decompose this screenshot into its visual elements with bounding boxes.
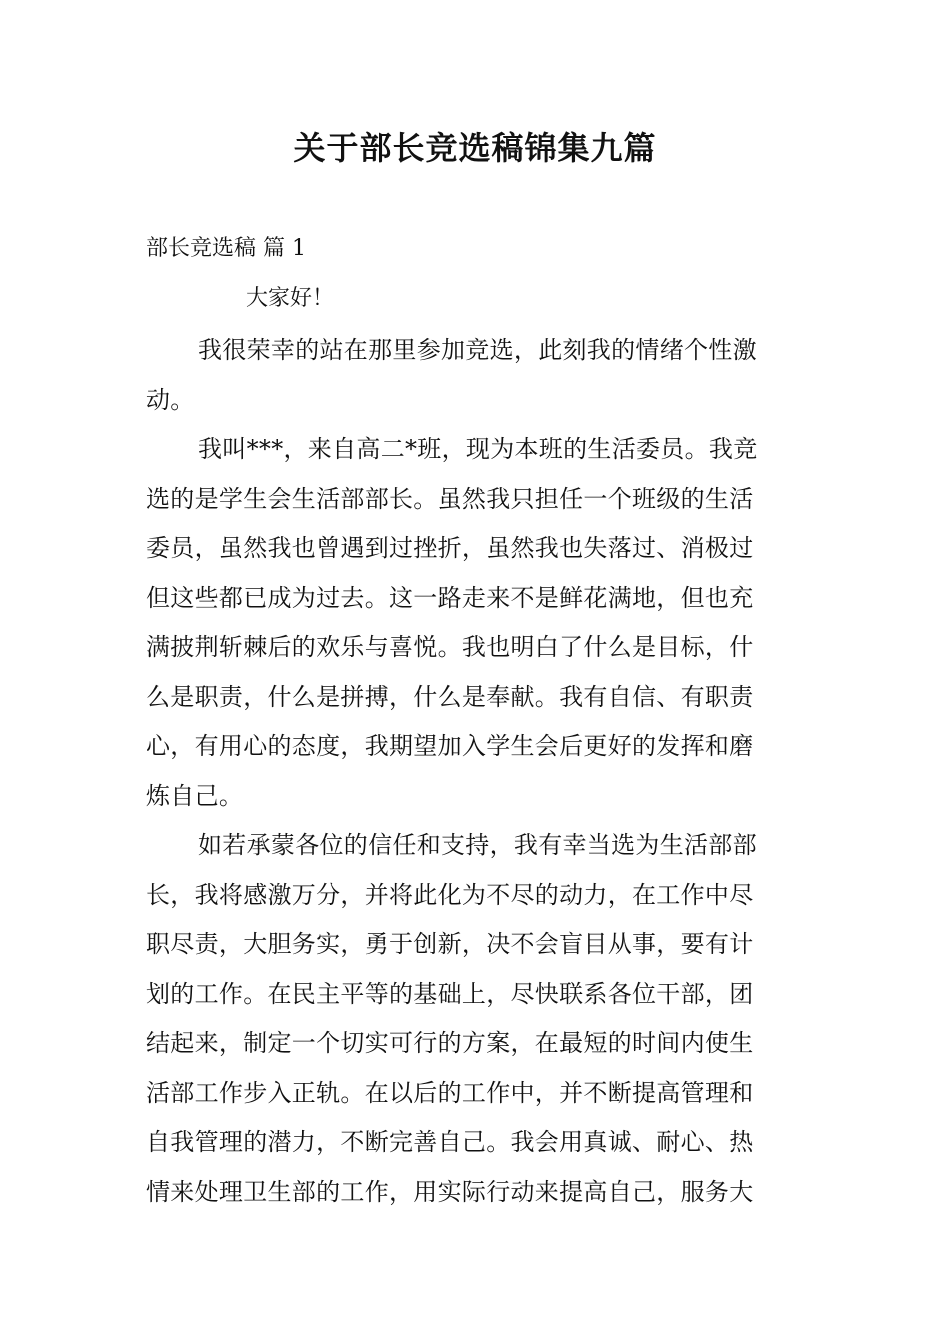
paragraph-line: 自我管理的潜力，不断完善自己。我会用真诚、耐心、热 <box>146 1128 754 1156</box>
paragraph-line: 我叫***，来自高二*班，现为本班的生活委员。我竞 <box>198 435 758 463</box>
paragraph-line: 满披荆斩棘后的欢乐与喜悦。我也明白了什么是目标，什 <box>146 633 754 661</box>
section-heading: 部长竞选稿 篇 1 <box>146 236 306 261</box>
document-title: 关于部长竞选稿锦集九篇 <box>293 129 657 167</box>
paragraph-line: 结起来，制定一个切实可行的方案，在最短的时间内使生 <box>146 1029 754 1057</box>
paragraph-3 <box>146 821 808 1217</box>
paragraph-line: 活部工作步入正轨。在以后的工作中，并不断提高管理和 <box>146 1078 754 1107</box>
paragraph-1 <box>146 326 808 425</box>
paragraph-line: 长，我将感激万分，并将此化为不尽的动力，在工作中尽 <box>146 880 754 909</box>
paragraph-line: 我很荣幸的站在那里参加竞选，此刻我的情绪个性激 <box>198 336 757 364</box>
paragraph-line: 情来处理卫生部的工作，用实际行动来提高自己，服务大 <box>146 1177 754 1206</box>
paragraph-line: 炼自己。 <box>146 781 244 810</box>
greeting-line: 大家好！ <box>246 286 335 311</box>
paragraph-line: 心，有用心的态度，我期望加入学生会后更好的发挥和磨 <box>146 732 754 760</box>
paragraph-line: 如若承蒙各位的信任和支持，我有幸当选为生活部部 <box>198 831 757 859</box>
paragraph-line: 划的工作。在民主平等的基础上，尽快联系各位干部，团 <box>146 979 754 1008</box>
paragraph-line: 选的是学生会生活部部长。虽然我只担任一个班级的生活 <box>146 484 754 513</box>
paragraph-line: 委员，虽然我也曾遇到过挫折，虽然我也失落过、消极过 <box>146 534 754 562</box>
paragraph-line: 么是职责，什么是拼搏，什么是奉献。我有自信、有职责 <box>146 682 754 711</box>
paragraph-line: 但这些都已成为过去。这一路走来不是鲜花满地，但也充 <box>146 583 754 612</box>
paragraph-line: 动。 <box>146 385 195 414</box>
paragraph-line: 职尽责，大胆务实，勇于创新，决不会盲目从事，要有计 <box>146 930 754 958</box>
paragraph-2 <box>146 425 808 821</box>
